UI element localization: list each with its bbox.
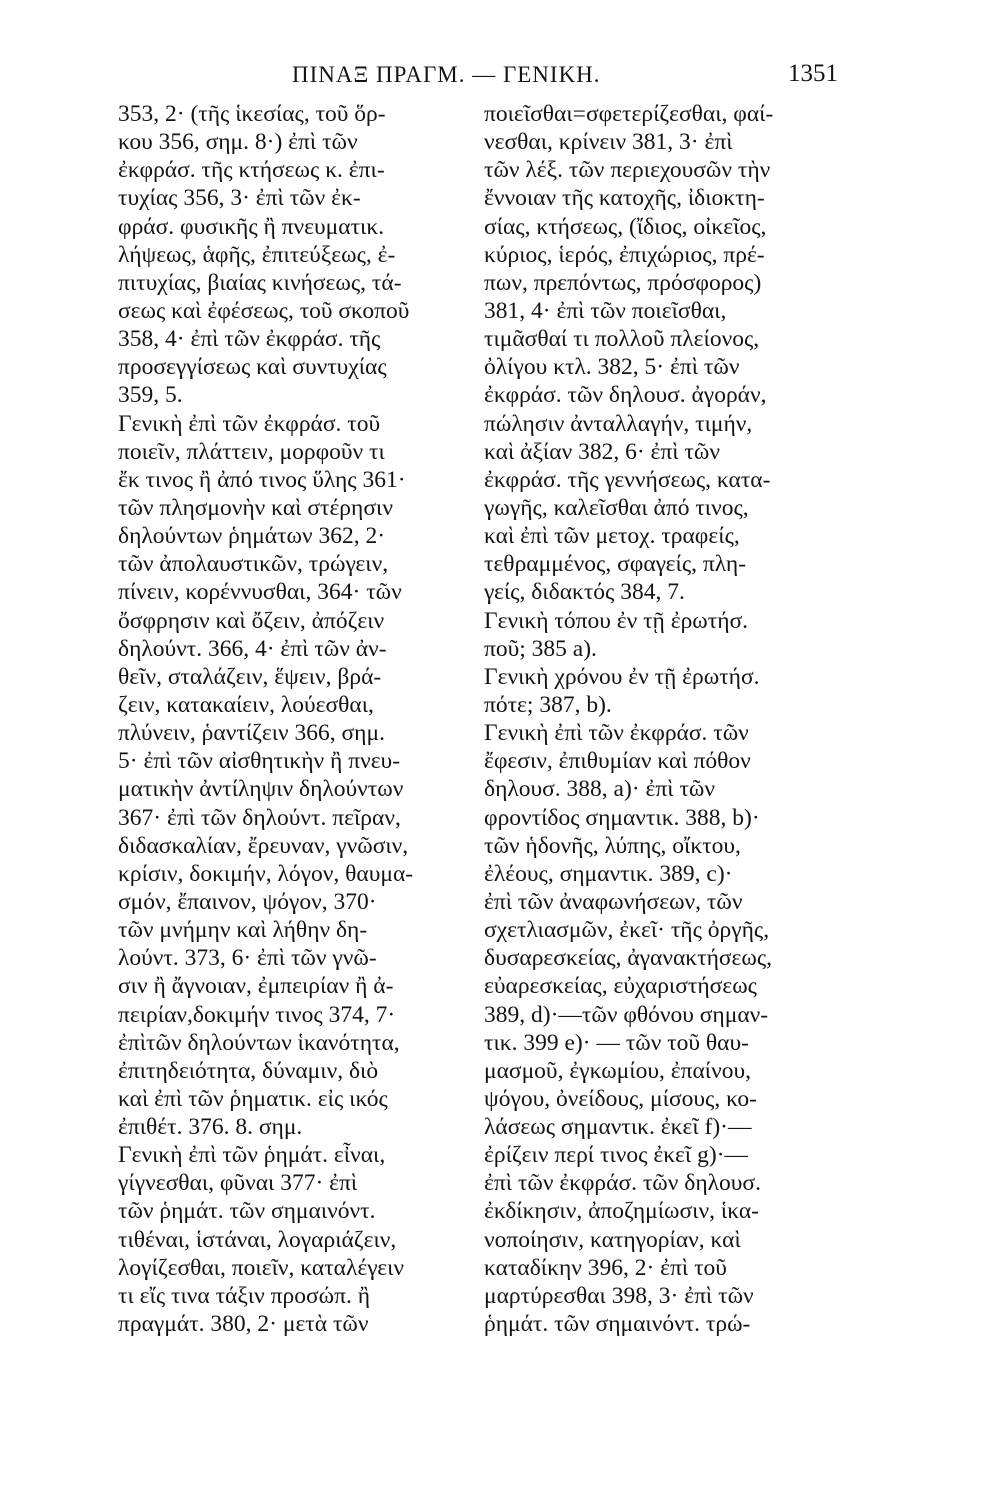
- text-line: γίγνεσθαι, φῦναι 377· ἐπὶ: [118, 1170, 358, 1197]
- text-line: Γενικὴ ἐπὶ τῶν ἐκφράσ. τοῦ: [118, 410, 381, 437]
- text-line: 353, 2· (τῆς ἱκεσίας, τοῦ ὅρ-: [118, 101, 386, 127]
- left-column: [118, 100, 464, 1338]
- text-line: διδασκαλίαν, ἔρευναν, γνῶσιν,: [118, 832, 409, 859]
- text-line: ἐκφράσ. τῆς γεννήσεως, κατα-: [484, 466, 771, 493]
- text-line: δηλούντ. 366, 4· ἐπὶ τῶν ἀν-: [118, 635, 387, 662]
- text-line: κρίσιν, δοκιμήν, λόγον, θαυμα-: [118, 860, 414, 887]
- text-line: λούντ. 373, 6· ἐπὶ τῶν γνῶ-: [118, 945, 377, 972]
- text-line: ῥημάτ. τῶν σημαινόντ. τρώ-: [484, 1311, 751, 1338]
- text-line: 358, 4· ἐπὶ τῶν ἐκφράσ. τῆς: [118, 326, 381, 353]
- text-line: 367· ἐπὶ τῶν δηλούντ. πεῖραν,: [118, 804, 401, 831]
- text-line: μασμοῦ, ἐγκωμίου, ἐπαίνου,: [484, 1057, 751, 1084]
- text-line: εὐαρεσκείας, εὐχαριστήσεως: [484, 973, 757, 1000]
- text-line: ἐκφράσ. τῶν δηλουσ. ἀγοράν,: [484, 382, 767, 409]
- text-line: καὶ ἐπὶ τῶν ῥηματικ. εἰς ικός: [118, 1085, 388, 1112]
- text-line: ἐρίζειν περί τινος ἐκεῖ g)·—: [484, 1142, 748, 1169]
- text-line: τι εἴς τινα τάξιν προσώπ. ἢ: [118, 1282, 371, 1309]
- text-line: δηλουσ. 388, a)· ἐπὶ τῶν: [484, 776, 715, 803]
- text-line: ποιεῖσθαι=σφετερίζεσθαι, φαί-: [484, 101, 774, 127]
- right-column: [484, 100, 840, 1338]
- text-line: ὀλίγου κτλ. 382, 5· ἐπὶ τῶν: [484, 354, 740, 381]
- text-line: σεως καὶ ἐφέσεως, τοῦ σκοποῦ: [118, 297, 410, 324]
- text-line: πίνειν, κορέννυσθαι, 364· τῶν: [118, 579, 402, 606]
- text-line: ζειν, κατακαίειν, λούεσθαι,: [118, 691, 374, 718]
- text-line: 381, 4· ἐπὶ τῶν ποιεῖσθαι,: [484, 297, 727, 324]
- text-line: ἐλέους, σημαντικ. 389, c)·: [484, 860, 733, 887]
- text-line: σιν ἢ ἄγνοιαν, ἐμπειρίαν ἢ ἀ-: [118, 973, 394, 1000]
- text-line: λάσεως σημαντικ. ἐκεῖ f)·—: [484, 1114, 752, 1141]
- text-line: ἐκδίκησιν, ἀποζημίωσιν, ἱκα-: [484, 1198, 759, 1225]
- text-line: ἐπὶ τῶν ἐκφράσ. τῶν δηλουσ.: [484, 1170, 761, 1197]
- text-line: καὶ ἐπὶ τῶν μετοχ. τραφείς,: [484, 523, 740, 550]
- text-line: μαρτύρεσθαι 398, 3· ἐπὶ τῶν: [484, 1282, 754, 1309]
- text-line: ἐπὶτῶν δηλούντων ἱκανότητα,: [118, 1029, 400, 1056]
- text-line: ἔκ τινος ἢ ἀπό τινος ὕλης 361·: [118, 466, 406, 493]
- text-line: φροντίδος σημαντικ. 388, b)·: [484, 804, 760, 831]
- text-line: τεθραμμένος, σφαγείς, πλη-: [484, 551, 747, 578]
- text-line: δυσαρεσκείας, ἀγανακτήσεως,: [484, 945, 773, 972]
- text-line: φράσ. φυσικῆς ἢ πνευματικ.: [118, 213, 385, 240]
- text-line: ψόγου, ὀνείδους, μίσους, κο-: [484, 1085, 757, 1112]
- text-line: τυχίας 356, 3· ἐπὶ τῶν ἐκ-: [118, 185, 361, 212]
- text-line: Γενικὴ τόπου ἐν τῇ ἐρωτήσ.: [484, 607, 749, 634]
- text-line: τικ. 399 e)· — τῶν τοῦ θαυ-: [484, 1029, 749, 1056]
- text-line: νεσθαι, κρίνειν 381, 3· ἐπὶ: [484, 129, 733, 156]
- text-line: πειρίαν,δοκιμήν τινος 374, 7·: [118, 1001, 396, 1028]
- text-line: γείς, διδακτός 384, 7.: [484, 579, 685, 606]
- text-line: δηλούντων ῥημάτων 362, 2·: [118, 523, 386, 550]
- text-line: τῶν ἡδονῆς, λύπης, οἴκτου,: [484, 832, 741, 859]
- text-line: πότε; 387, b).: [484, 691, 612, 718]
- text-line: τῶν λέξ. τῶν περιεχουσῶν τὴν: [484, 157, 771, 184]
- text-line: πιτυχίας, βιαίας κινήσεως, τά-: [118, 269, 402, 296]
- text-line: τῶν ἀπολαυστικῶν, τρώγειν,: [118, 551, 389, 578]
- text-line: ματικὴν ἀντίληψιν δηλούντων: [118, 776, 404, 803]
- text-line: καὶ ἀξίαν 382, 6· ἐπὶ τῶν: [484, 438, 720, 465]
- text-line: ἐκφράσ. τῆς κτήσεως κ. ἐπι-: [118, 157, 385, 184]
- text-line: προσεγγίσεως καὶ συντυχίας: [118, 354, 387, 381]
- text-line: ἔννοιαν τῆς κατοχῆς, ἰδιοκτη-: [484, 185, 765, 212]
- text-line: Γενικὴ χρόνου ἐν τῇ ἐρωτήσ.: [484, 663, 760, 690]
- text-line: λήψεως, ἁφῆς, ἐπιτεύξεως, ἐ-: [118, 241, 396, 268]
- text-line: τῶν ῥημάτ. τῶν σημαινόντ.: [118, 1198, 376, 1225]
- text-line: κου 356, σημ. 8·) ἐπὶ τῶν: [118, 129, 358, 156]
- text-line: ποιεῖν, πλάττειν, μορφοῦν τι: [118, 438, 385, 465]
- text-line: σμόν, ἔπαινον, ψόγον, 370·: [118, 888, 377, 915]
- text-line: ποῦ; 385 a).: [484, 635, 597, 662]
- text-line: ὄσφρησιν καὶ ὄζειν, ἀπόζειν: [118, 607, 385, 634]
- text-line: τῶν πλησμονὴν καὶ στέρησιν: [118, 494, 393, 521]
- text-line: ἐπιθέτ. 376. 8. σημ.: [118, 1114, 303, 1141]
- text-line: τιθέναι, ἱστάναι, λογαριάζειν,: [118, 1226, 397, 1253]
- text-line: Γενικὴ ἐπὶ τῶν ἐκφράσ. τῶν: [484, 720, 749, 747]
- running-header: ΠΙΝΑΞ ΠΡΑΓΜ. — ΓΕΝΙΚΗ.: [292, 62, 601, 87]
- text-line: 389, d)·—τῶν φθόνου σημαν-: [484, 1001, 769, 1028]
- text-line: 5· ἐπὶ τῶν αἰσθητικὴν ἢ πνευ-: [118, 748, 401, 775]
- text-line: τιμᾶσθαί τι πολλοῦ πλείονος,: [484, 326, 760, 353]
- text-line: τῶν μνήμην καὶ λήθην δη-: [118, 917, 368, 944]
- text-line: καταδίκην 396, 2· ἐπὶ τοῦ: [484, 1254, 727, 1281]
- text-line: πλύνειν, ῥαντίζειν 366, σημ.: [118, 720, 385, 747]
- text-line: πων, πρεπόντως, πρόσφορος): [484, 269, 762, 296]
- text-line: κύριος, ἱερός, ἐπιχώριος, πρέ-: [484, 241, 765, 268]
- page-number: 1351: [788, 60, 838, 87]
- text-line: 359, 5.: [118, 382, 183, 409]
- text-line: Γενικὴ ἐπὶ τῶν ῥημάτ. εἶναι,: [118, 1142, 386, 1169]
- text-line: ἐπὶ τῶν ἀναφωνήσεων, τῶν: [484, 888, 743, 915]
- text-line: ἐπιτηδειότητα, δύναμιν, διὸ: [118, 1057, 379, 1084]
- text-line: γωγῆς, καλεῖσθαι ἀπό τινος,: [484, 494, 749, 521]
- text-line: πραγμάτ. 380, 2· μετὰ τῶν: [118, 1311, 369, 1338]
- text-line: θεῖν, σταλάζειν, ἕψειν, βρά-: [118, 663, 382, 690]
- text-line: σχετλιασμῶν, ἐκεῖ· τῆς ὀργῆς,: [484, 917, 770, 944]
- text-line: ἔφεσιν, ἐπιθυμίαν καὶ πόθον: [484, 748, 751, 775]
- text-line: λογίζεσθαι, ποιεῖν, καταλέγειν: [118, 1254, 405, 1281]
- text-line: νοποίησιν, κατηγορίαν, καὶ: [484, 1226, 741, 1253]
- text-line: σίας, κτήσεως, (ἴδιος, οἰκεῖος,: [484, 213, 767, 240]
- text-line: πώλησιν ἀνταλλαγήν, τιμήν,: [484, 410, 753, 437]
